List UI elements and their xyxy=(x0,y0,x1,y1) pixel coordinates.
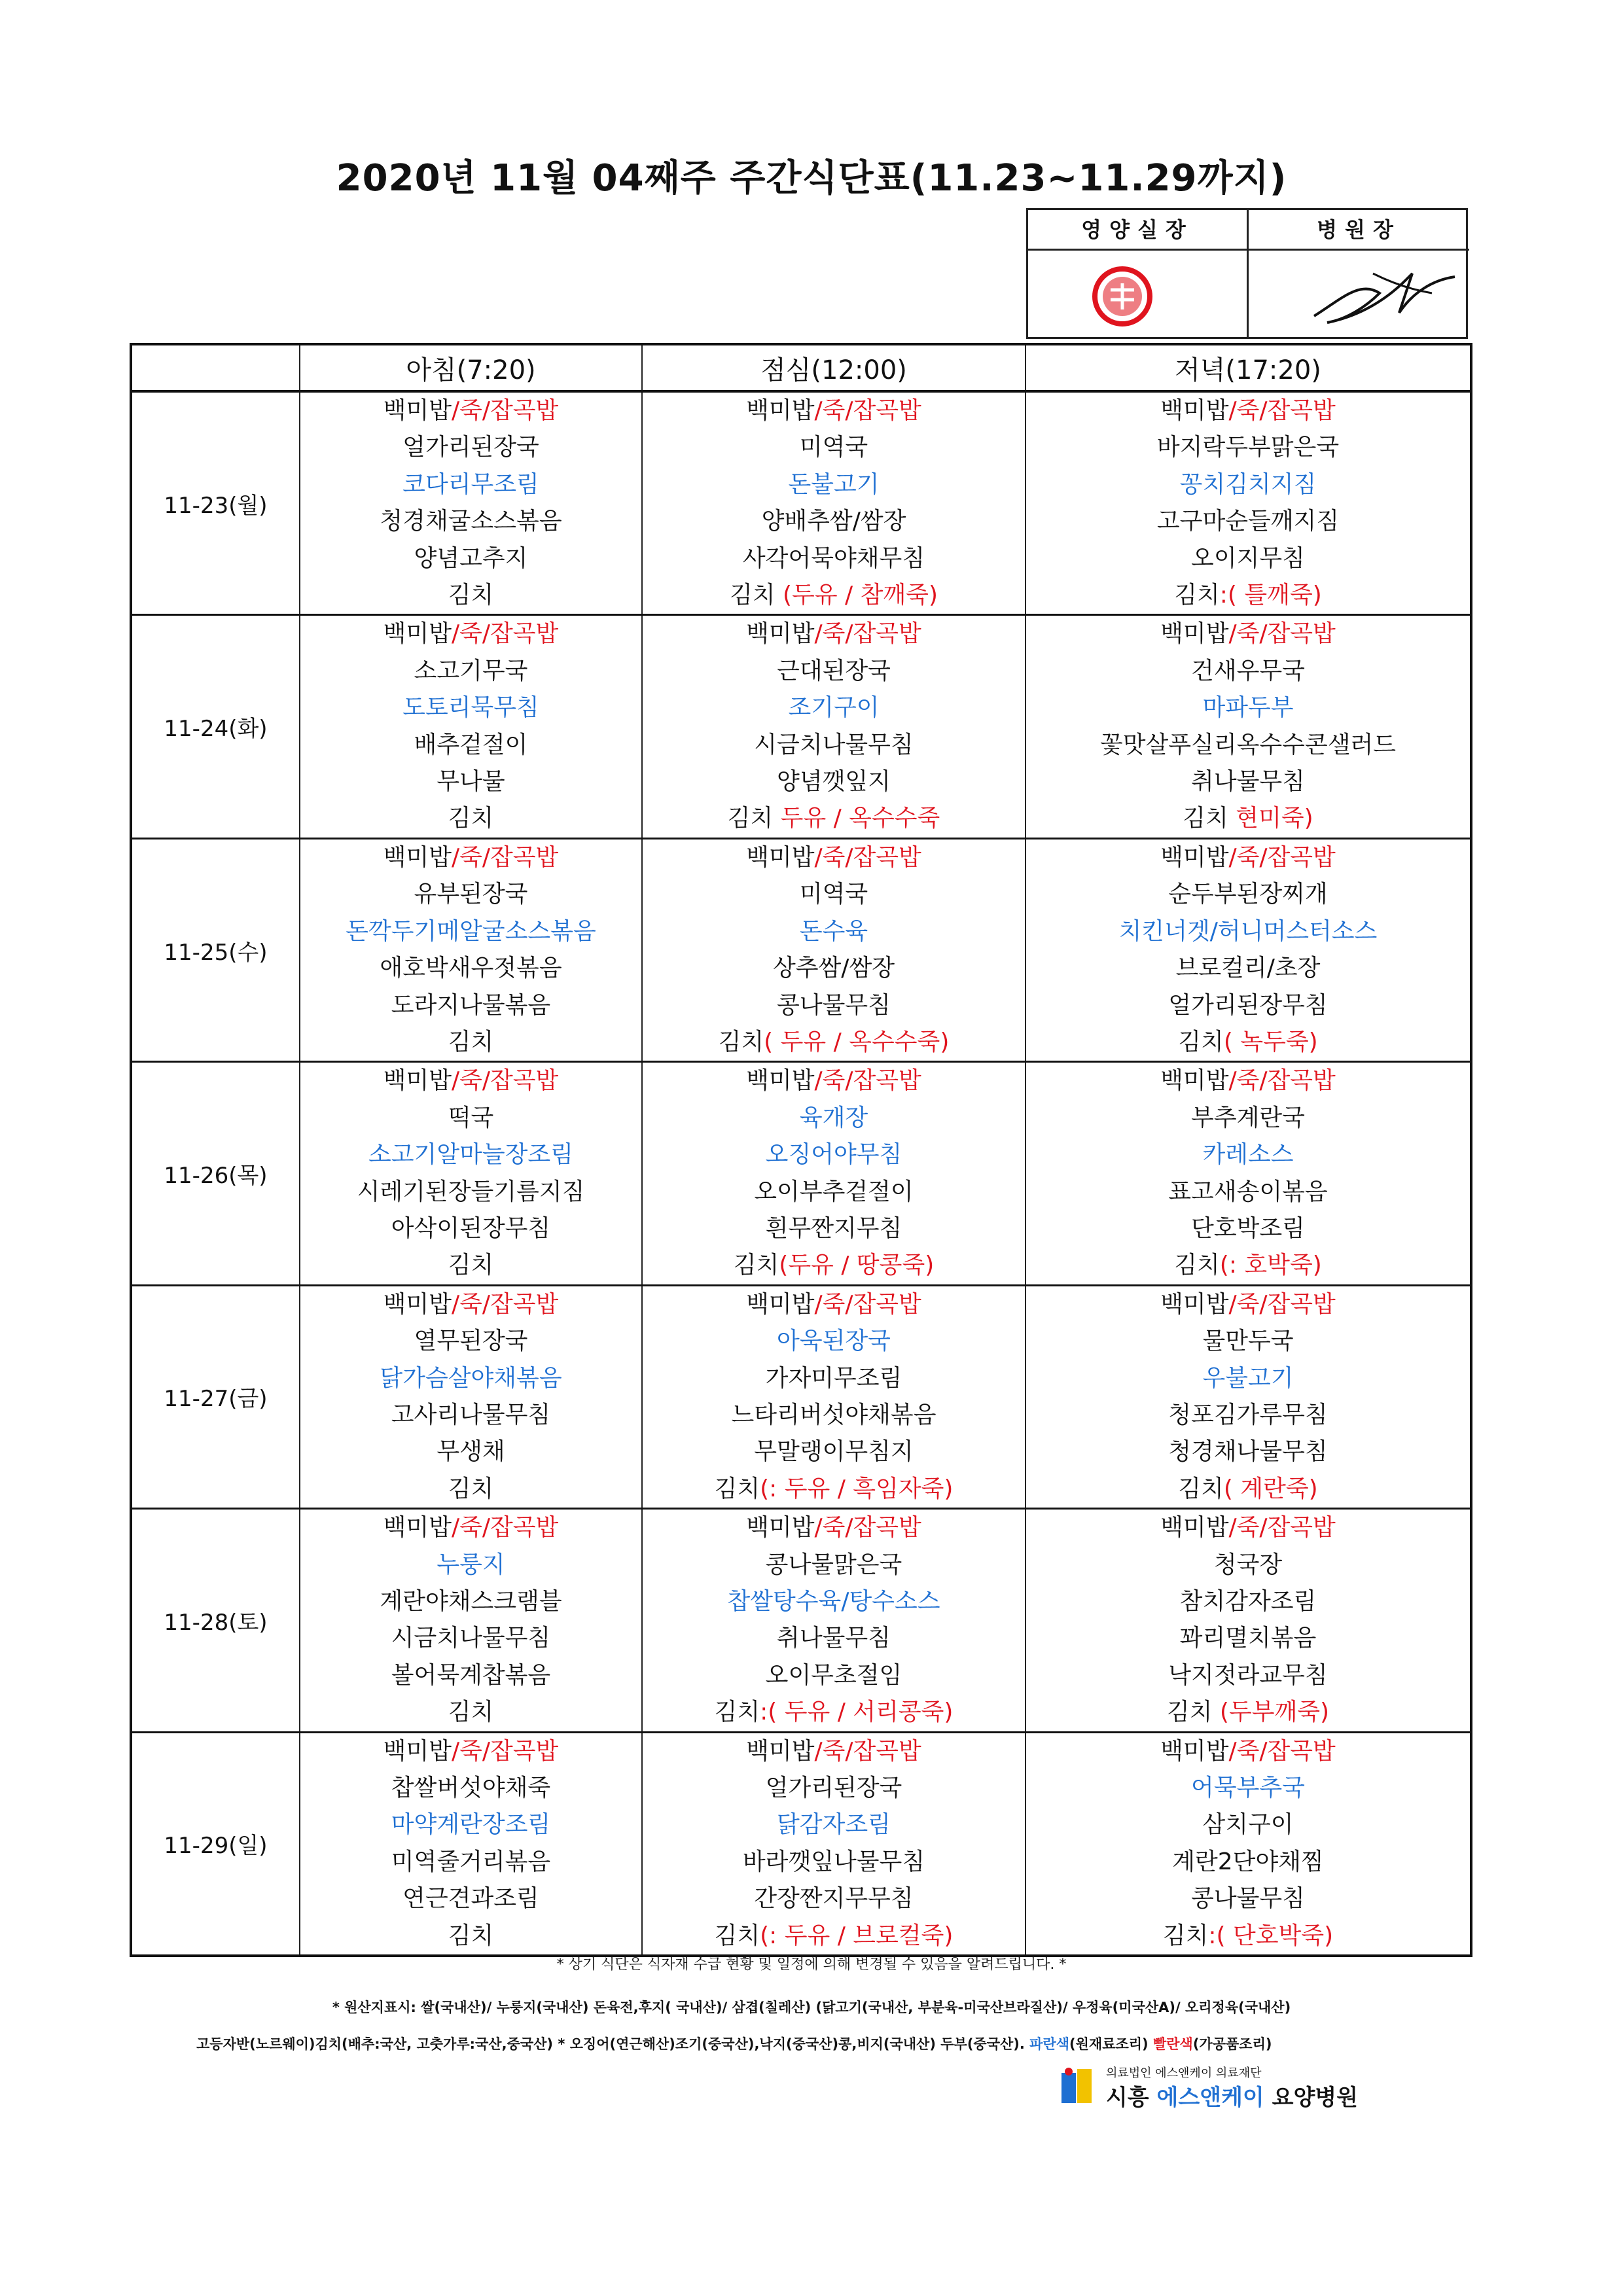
menu-item: 고사리나물무침 xyxy=(391,1401,551,1428)
menu-item: 코다리무조림 xyxy=(402,470,539,498)
menu-item: 흰무짠지무침 xyxy=(765,1214,902,1242)
menu-item: 김치 xyxy=(448,582,494,609)
menu-item: 누룽지 xyxy=(437,1551,505,1578)
hospital-logo-icon xyxy=(1060,2066,1093,2106)
origin-blue-label: 파란색 xyxy=(1029,2036,1070,2052)
menu-item: 오이무초절임 xyxy=(765,1661,902,1689)
origin-red-label: 빨란색 xyxy=(1152,2036,1193,2052)
menu-item: 돈수육 xyxy=(799,917,868,945)
menu-item: 돈불고기 xyxy=(788,470,880,498)
menu-item: 꽈리멸치볶음 xyxy=(1179,1625,1317,1652)
menu-item: 마약계란장조림 xyxy=(391,1811,551,1839)
menu-item: 양념고추지 xyxy=(414,544,528,572)
menu-item: 김치 xyxy=(448,805,494,832)
menu-item: 닭가슴살야채볶음 xyxy=(380,1364,562,1392)
header-row xyxy=(131,344,1471,391)
header-breakfast: 아침(7:20) xyxy=(300,344,642,391)
menu-item: 콩나물맑은국 xyxy=(765,1551,902,1578)
header-empty xyxy=(131,344,300,391)
menu-item: 상추쌈/쌈장 xyxy=(772,955,895,982)
menu-item: 아욱된장국 xyxy=(777,1328,891,1355)
menu-item: 취나물무침 xyxy=(1191,768,1305,796)
menu-item: 김치 현미죽) xyxy=(1183,805,1313,832)
menu-item: 김치 xyxy=(448,1475,494,1502)
approval-stamp-cell xyxy=(1028,251,1249,339)
menu-item: 닭감자조림 xyxy=(777,1811,891,1839)
menu-item: 무나물 xyxy=(437,768,505,796)
menu-item: 김치(: 두유 / 흑임자죽) xyxy=(714,1475,954,1502)
menu-item: 소고기알마늘장조림 xyxy=(368,1141,573,1169)
menu-item: 가자미무조림 xyxy=(765,1364,902,1392)
menu-item: 오이지무침 xyxy=(1191,544,1305,572)
menu-item: 삼치구이 xyxy=(1202,1811,1294,1839)
menu-item: 꽁치김치지짐 xyxy=(1179,470,1317,498)
meal-cell-lunch xyxy=(642,615,1026,838)
logo-name-c: 요양병원 xyxy=(1264,2085,1358,2111)
day-row xyxy=(131,1062,1471,1285)
menu-item: 소고기무국 xyxy=(414,657,528,684)
menu-item: 연근견과조림 xyxy=(402,1885,539,1913)
menu-item: 김치 xyxy=(448,1252,494,1279)
day-date: 11-25(수) xyxy=(131,838,300,1061)
meal-cell-lunch xyxy=(642,1732,1026,1956)
menu-item: 미역국 xyxy=(799,434,868,461)
menu-item: 도라지나물볶음 xyxy=(391,991,551,1019)
meal-cell-breakfast xyxy=(300,391,642,615)
meal-cell-lunch xyxy=(642,838,1026,1061)
menu-item: 김치( 녹두죽) xyxy=(1178,1028,1318,1055)
menu-item: 배추겉절이 xyxy=(414,731,528,758)
menu-item: 취나물무침 xyxy=(777,1625,891,1652)
menu-item: 마파두부 xyxy=(1202,694,1294,722)
menu-item: 청포김가루무침 xyxy=(1168,1401,1328,1428)
menu-item: 양념깻잎지 xyxy=(777,768,891,796)
menu-item: 열무된장국 xyxy=(414,1328,528,1355)
menu-item: 백미밥/죽/잡곡밥 xyxy=(746,1067,921,1095)
menu-item: 미역줄거리볶음 xyxy=(391,1848,551,1875)
menu-item: 물만두국 xyxy=(1202,1328,1294,1355)
meal-cell-breakfast xyxy=(300,1509,642,1732)
menu-item: 시레기된장들기름지짐 xyxy=(357,1178,585,1205)
menu-item: 청경채굴소스볶음 xyxy=(380,508,562,535)
logo-name-b: 에스앤케이 xyxy=(1156,2085,1264,2111)
menu-item: 김치(두유 / 땅콩죽) xyxy=(733,1252,935,1279)
menu-item: 콩나물무침 xyxy=(777,991,891,1019)
menu-item: 느타리버섯야채볶음 xyxy=(731,1401,936,1428)
menu-item: 도토리묵무침 xyxy=(402,694,539,722)
menu-item: 백미밥/죽/잡곡밥 xyxy=(1160,1290,1336,1318)
menu-item: 조기구이 xyxy=(788,694,880,722)
menu-item: 카레소스 xyxy=(1202,1141,1294,1169)
menu-item: 백미밥/죽/잡곡밥 xyxy=(1160,843,1336,871)
menu-item: 백미밥/죽/잡곡밥 xyxy=(1160,1514,1336,1542)
approval-nutrition-head: 영양실장 xyxy=(1028,210,1249,251)
meal-cell-lunch xyxy=(642,1509,1026,1732)
meal-cell-dinner xyxy=(1026,1285,1471,1508)
menu-item: 유부된장국 xyxy=(414,881,528,908)
menu-item: 백미밥/죽/잡곡밥 xyxy=(383,1290,559,1318)
menu-item: 건새우무국 xyxy=(1191,657,1305,684)
menu-item: 계란2단야채찜 xyxy=(1172,1848,1324,1875)
menu-item: 백미밥/죽/잡곡밥 xyxy=(746,1514,921,1542)
menu-item: 김치( 두유 / 옥수수죽) xyxy=(718,1028,950,1055)
menu-item: 백미밥/죽/잡곡밥 xyxy=(383,843,559,871)
menu-item: 김치 xyxy=(448,1028,494,1055)
menu-item: 김치:( 단호박죽) xyxy=(1162,1922,1334,1949)
menu-item: 백미밥/죽/잡곡밥 xyxy=(746,620,921,648)
menu-item: 백미밥/죽/잡곡밥 xyxy=(383,397,559,424)
menu-item: 오이부추겉절이 xyxy=(754,1178,914,1205)
meal-cell-breakfast xyxy=(300,615,642,838)
menu-item: 백미밥/죽/잡곡밥 xyxy=(383,1067,559,1095)
menu-item: 백미밥/죽/잡곡밥 xyxy=(1160,1067,1336,1095)
day-date: 11-29(일) xyxy=(131,1732,300,1956)
menu-item: 아삭이된장무침 xyxy=(391,1214,551,1242)
meal-cell-lunch xyxy=(642,391,1026,615)
menu-item: 김치 두유 / 옥수수죽 xyxy=(727,805,940,832)
menu-item: 부추계란국 xyxy=(1191,1104,1305,1131)
header-lunch: 점심(12:00) xyxy=(642,344,1026,391)
menu-item: 시금치나물무침 xyxy=(754,731,914,758)
page-title: 2020년 11월 04째주 주간식단표(11.23~11.29까지) xyxy=(336,157,1287,200)
day-row xyxy=(131,838,1471,1061)
menu-item: 무말랭이무침지 xyxy=(754,1438,914,1466)
menu-item: 단호박조림 xyxy=(1191,1214,1305,1242)
menu-item: 낙지젓라교무침 xyxy=(1168,1661,1328,1689)
menu-item: 김치(: 호박죽) xyxy=(1174,1252,1322,1279)
menu-item: 순두부된장찌개 xyxy=(1168,881,1328,908)
signature-icon xyxy=(1301,254,1458,336)
approval-box xyxy=(1026,208,1468,339)
menu-item: 브로컬리/초장 xyxy=(1175,955,1321,982)
origin-line-2-a: 고등자반(노르웨이)김치(배추:국산, 고춧가루:국산,중국산) * 오징어(연근해산)조기(중국산),낙지(중국산)콩,비지(국내산) 두부(중국산). xyxy=(196,2036,1030,2052)
menu-item: 치킨너겟/허니머스터소스 xyxy=(1118,917,1378,945)
menu-item: 김치 (두부깨죽) xyxy=(1166,1699,1330,1726)
menu-item: 얼가리된장국 xyxy=(402,434,539,461)
menu-item: 표고새송이볶음 xyxy=(1168,1178,1328,1205)
approval-signature-cell xyxy=(1249,251,1469,339)
menu-item: 청국장 xyxy=(1213,1551,1283,1578)
menu-item: 백미밥/죽/잡곡밥 xyxy=(1160,620,1336,648)
menu-item: 얼가리된장국 xyxy=(765,1775,902,1802)
meal-cell-breakfast xyxy=(300,1285,642,1508)
logo-name xyxy=(1106,2079,1358,2111)
menu-item: 찹쌀탕수육/탕수소스 xyxy=(727,1588,940,1615)
meal-cell-lunch xyxy=(642,1062,1026,1285)
menu-item: 백미밥/죽/잡곡밥 xyxy=(383,1737,559,1765)
menu-item: 백미밥/죽/잡곡밥 xyxy=(383,1514,559,1542)
menu-item: 돈깍두기메알굴소스볶음 xyxy=(346,917,596,945)
menu-item: 양배추쌈/쌈장 xyxy=(761,508,906,535)
menu-item: 계란야채스크램블 xyxy=(380,1588,562,1615)
menu-item: 청경채나물무침 xyxy=(1168,1438,1328,1466)
day-date: 11-28(토) xyxy=(131,1509,300,1732)
menu-item: 백미밥/죽/잡곡밥 xyxy=(746,1290,921,1318)
day-row xyxy=(131,1509,1471,1732)
origin-line-2-c: (원재료조리) xyxy=(1069,2036,1153,2052)
hospital-logo xyxy=(1060,2061,1358,2111)
logo-name-a: 시흥 xyxy=(1106,2085,1157,2111)
menu-item: 간장짠지무무침 xyxy=(754,1885,914,1913)
weekly-menu-table xyxy=(130,343,1472,1957)
menu-item: 콩나물무침 xyxy=(1191,1885,1305,1913)
logo-subtitle: 의료법인 에스앤케이 의료재단 xyxy=(1106,2066,1262,2080)
day-row xyxy=(131,1732,1471,1956)
menu-item: 김치:( 틀깨죽) xyxy=(1174,582,1322,609)
menu-item: 떡국 xyxy=(448,1104,494,1131)
seal-stamp-icon xyxy=(1090,264,1155,329)
menu-item: 참치감자조림 xyxy=(1179,1588,1317,1615)
meal-cell-breakfast xyxy=(300,838,642,1061)
menu-item: 꽃맛살푸실리옥수수콘샐러드 xyxy=(1099,731,1397,758)
menu-item: 사각어묵야채무침 xyxy=(742,544,925,572)
menu-item: 백미밥/죽/잡곡밥 xyxy=(746,1737,921,1765)
menu-body xyxy=(131,391,1471,1956)
origin-line-2 xyxy=(196,2034,1272,2053)
menu-item: 백미밥/죽/잡곡밥 xyxy=(1160,397,1336,424)
menu-item: 미역국 xyxy=(799,881,868,908)
meal-cell-dinner xyxy=(1026,1732,1471,1956)
menu-item: 김치(: 두유 / 브로컬죽) xyxy=(714,1922,954,1949)
menu-item: 백미밥/죽/잡곡밥 xyxy=(1160,1737,1336,1765)
header-dinner: 저녁(17:20) xyxy=(1026,344,1471,391)
menu-item: 시금치나물무침 xyxy=(391,1625,551,1652)
menu-item: 김치:( 두유 / 서리콩죽) xyxy=(714,1699,954,1726)
menu-item: 김치( 계란죽) xyxy=(1178,1475,1318,1502)
day-date: 11-23(월) xyxy=(131,391,300,615)
origin-line-2-e: (가공품조리) xyxy=(1192,2036,1272,2052)
meal-cell-dinner xyxy=(1026,615,1471,838)
menu-item: 볼어묵계찹볶음 xyxy=(391,1661,551,1689)
day-date: 11-27(금) xyxy=(131,1285,300,1508)
menu-item: 어묵부추국 xyxy=(1191,1775,1305,1802)
menu-item: 김치 (두유 / 참깨죽) xyxy=(730,582,938,609)
meal-cell-dinner xyxy=(1026,391,1471,615)
origin-line-1: * 원산지표시: 쌀(국내산)/ 누룽지(국내산) 돈육전,후지( 국내산)/ 삼겹(칠레산) (닭고기(국내산, 부분육-미국산브라질산)/ 우정육(미국산A)/ 오리정육(국내산) xyxy=(332,2000,1291,2015)
menu-item: 김치 xyxy=(448,1922,494,1949)
meal-cell-dinner xyxy=(1026,1509,1471,1732)
meal-cell-dinner xyxy=(1026,838,1471,1061)
day-row xyxy=(131,391,1471,615)
menu-item: 찹쌀버섯야채죽 xyxy=(391,1775,551,1802)
menu-item: 오징어야무침 xyxy=(765,1141,902,1169)
menu-item: 백미밥/죽/잡곡밥 xyxy=(383,620,559,648)
day-date: 11-24(화) xyxy=(131,615,300,838)
menu-item: 우불고기 xyxy=(1202,1364,1294,1392)
notice-text: * 상기 식단은 식자재 수급 현황 및 일정에 의해 변경될 수 있음을 알려드립니다. * xyxy=(556,1956,1067,1973)
menu-item: 김치 xyxy=(448,1699,494,1726)
menu-item: 바라깻잎나물무침 xyxy=(742,1848,925,1875)
approval-director: 병원장 xyxy=(1249,210,1469,251)
meal-cell-breakfast xyxy=(300,1062,642,1285)
day-row xyxy=(131,1285,1471,1508)
menu-item: 백미밥/죽/잡곡밥 xyxy=(746,843,921,871)
menu-item: 무생채 xyxy=(437,1438,505,1466)
menu-item: 고구마순들깨지짐 xyxy=(1156,508,1340,535)
menu-item: 근대된장국 xyxy=(777,657,891,684)
menu-item: 백미밥/죽/잡곡밥 xyxy=(746,397,921,424)
menu-item: 바지락두부맑은국 xyxy=(1156,434,1340,461)
meal-cell-breakfast xyxy=(300,1732,642,1956)
menu-item: 얼가리된장무침 xyxy=(1168,991,1328,1019)
menu-item: 애호박새우젓볶음 xyxy=(380,955,562,982)
meal-cell-dinner xyxy=(1026,1062,1471,1285)
meal-cell-lunch xyxy=(642,1285,1026,1508)
day-row xyxy=(131,615,1471,838)
menu-item: 육개장 xyxy=(799,1104,868,1131)
day-date: 11-26(목) xyxy=(131,1062,300,1285)
